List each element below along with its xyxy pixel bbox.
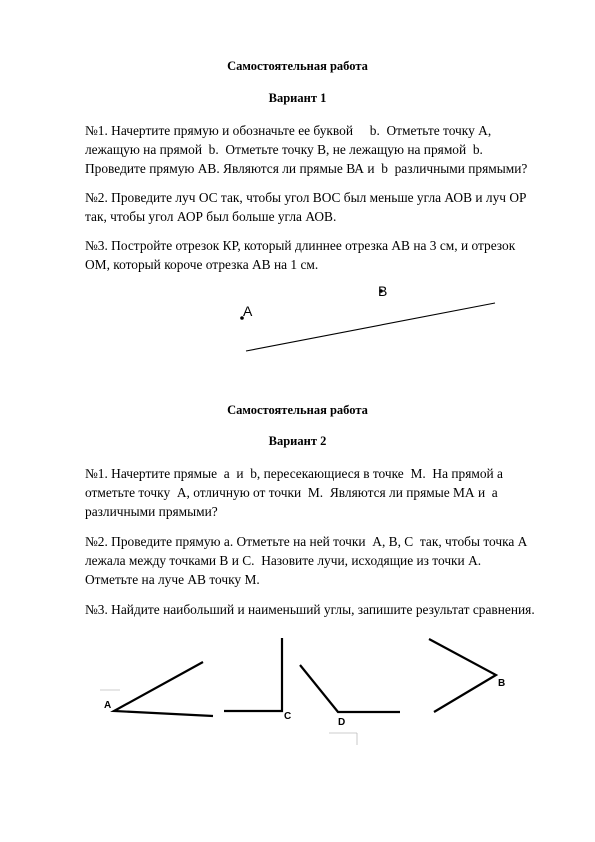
text-line: различными прямыми? <box>85 504 218 519</box>
angle-b-label: B <box>498 678 506 689</box>
variant1-title: Самостоятельная работа <box>227 59 368 73</box>
text-line: №3. Постройте отрезок КР, который длиннее отрезка АВ на 3 см, и отрезок <box>85 238 516 253</box>
variant2-task2 <box>85 532 565 589</box>
text-line: Отметьте на луче АВ точку М. <box>85 572 260 587</box>
point-a-label: A <box>243 303 253 319</box>
variant2-task3 <box>85 600 565 619</box>
text-line: ОМ, который короче отрезка АВ на 1 см. <box>85 257 319 272</box>
text-line: №2. Проведите луч ОС так, чтобы угол ВОС был меньше угла АОВ и луч ОР <box>85 190 527 205</box>
variant2-title: Самостоятельная работа <box>227 403 368 417</box>
text-line: №1. Начертите прямую и обозначьте ее буквой b. Отметьте точку А, <box>85 123 492 138</box>
angle-c <box>224 638 282 711</box>
variant1-figure <box>240 283 495 351</box>
point-b-label: B <box>378 283 388 299</box>
text-line: так, чтобы угол АОР был больше угла АОВ. <box>85 209 337 224</box>
line-b <box>246 303 495 351</box>
text-line: №3. Найдите наибольший и наименьший углы, запишите результат сравнения. <box>85 602 535 617</box>
angle-d-label: D <box>338 717 346 728</box>
angle-d <box>300 665 400 712</box>
variant1-subtitle: Вариант 1 <box>268 91 327 105</box>
text-line: лежала между точками В и С. Назовите лучи, исходящие из точки А. <box>85 553 482 568</box>
variant2-task1 <box>85 464 565 521</box>
text-line: Проведите прямую АВ. Являются ли прямые ВА и b различными прямыми? <box>85 161 528 176</box>
text-line: №1. Начертите прямые а и b, пересекающиеся в точке М. На прямой а <box>85 466 504 481</box>
text-line: отметьте точку А, отличную от точки М. Являются ли прямые МА и а <box>85 485 498 500</box>
angle-a-label: A <box>104 700 112 711</box>
angle-b <box>429 639 496 712</box>
angle-a <box>114 662 213 716</box>
text-line: лежащую на прямой b. Отметьте точку В, не лежащую на прямой b. <box>85 142 483 157</box>
variant2-subtitle: Вариант 2 <box>268 434 327 448</box>
variant2-figure <box>100 638 505 745</box>
text-line: №2. Проведите прямую а. Отметьте на ней точки А, В, С так, чтобы точка А <box>85 534 528 549</box>
angle-c-label: C <box>284 711 292 722</box>
